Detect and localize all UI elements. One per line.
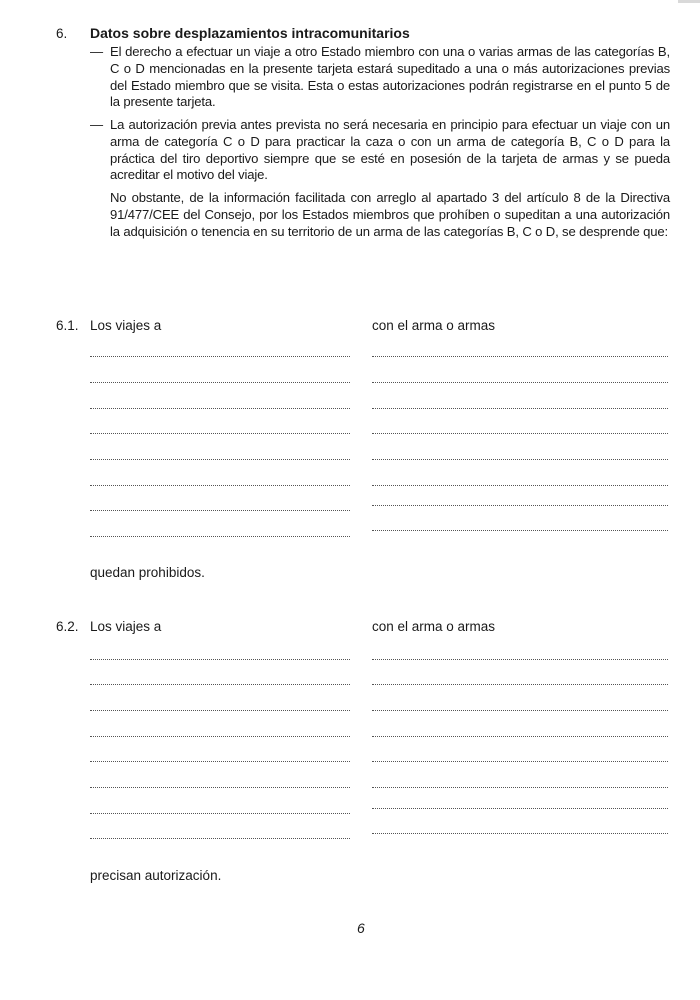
destination-line[interactable] (90, 382, 350, 383)
destination-line[interactable] (90, 813, 350, 814)
destination-line[interactable] (90, 536, 350, 537)
destination-line[interactable] (90, 433, 350, 434)
destination-line[interactable] (90, 736, 350, 737)
section-title: Datos sobre desplazamientos intracomunitarios (90, 25, 410, 41)
subsection-number-6-2: 6.2. (56, 619, 79, 634)
weapons-label: con el arma o armas (372, 619, 496, 634)
destination-line[interactable] (90, 761, 350, 762)
weapons-label: con el arma o armas (372, 318, 496, 333)
destination-line[interactable] (90, 838, 350, 839)
destination-line[interactable] (90, 408, 350, 409)
paragraph-1: El derecho a efectuar un viaje a otro Estado miembro con una o varias armas de las categorías B, C o D mencionadas en la presente tarjeta estará supeditado a una o más autorizaciones previas del Estado miembro que se visita. Esta o estas autorizaciones podrán registrarse en el punto 5 de la presente tarjeta. (110, 44, 670, 110)
weapon-line[interactable] (372, 433, 668, 434)
weapon-line[interactable] (372, 530, 668, 531)
weapon-line[interactable] (372, 684, 668, 685)
weapon-line[interactable] (372, 761, 668, 762)
weapon-line[interactable] (372, 408, 668, 409)
section-number: 6. (56, 26, 68, 41)
destination-line[interactable] (90, 485, 350, 486)
destination-line[interactable] (90, 710, 350, 711)
subsection-number-6-1: 6.1. (56, 318, 79, 333)
weapon-line[interactable] (372, 485, 668, 486)
weapon-line[interactable] (372, 382, 668, 383)
destination-line[interactable] (90, 356, 350, 357)
weapon-line[interactable] (372, 505, 668, 506)
weapon-line[interactable] (372, 833, 668, 834)
destination-line[interactable] (90, 659, 350, 660)
page-number: 6 (357, 920, 365, 936)
closing-text-6-2: precisan autorización. (90, 868, 222, 883)
paragraph-2: La autorización previa antes prevista no será necesaria en principio para efectuar un viaje con un arma de categoría C o D para practicar la caza o con un arma de categoría B, C o D para la práctica del tiro deportivo siempre que se esté en posesión de la tarjeta de armas y se pueda acreditar el motivo del viaje. (110, 117, 670, 183)
weapon-line[interactable] (372, 787, 668, 788)
weapon-line[interactable] (372, 736, 668, 737)
closing-text-6-1: quedan prohibidos. (90, 565, 205, 580)
weapon-line[interactable] (372, 808, 668, 809)
paragraph-3: No obstante, de la información facilitada con arreglo al apartado 3 del artículo 8 de la Directiva 91/477/CEE del Consejo, por los Estados miembros que prohíben o supeditan a una autorización la adquisición o tenencia en su territorio de un arma de las categorías B, C o D, se desprende que: (110, 190, 670, 239)
destination-line[interactable] (90, 787, 350, 788)
destinations-label: Los viajes a (90, 619, 162, 634)
destination-line[interactable] (90, 510, 350, 511)
destinations-label: Los viajes a (90, 318, 162, 333)
weapon-line[interactable] (372, 659, 668, 660)
destination-line[interactable] (90, 684, 350, 685)
corner-mark (678, 0, 700, 3)
dash-bullet-2: — (90, 117, 104, 132)
weapon-line[interactable] (372, 710, 668, 711)
weapon-line[interactable] (372, 459, 668, 460)
dash-bullet-1: — (90, 44, 104, 59)
weapon-line[interactable] (372, 356, 668, 357)
destination-line[interactable] (90, 459, 350, 460)
